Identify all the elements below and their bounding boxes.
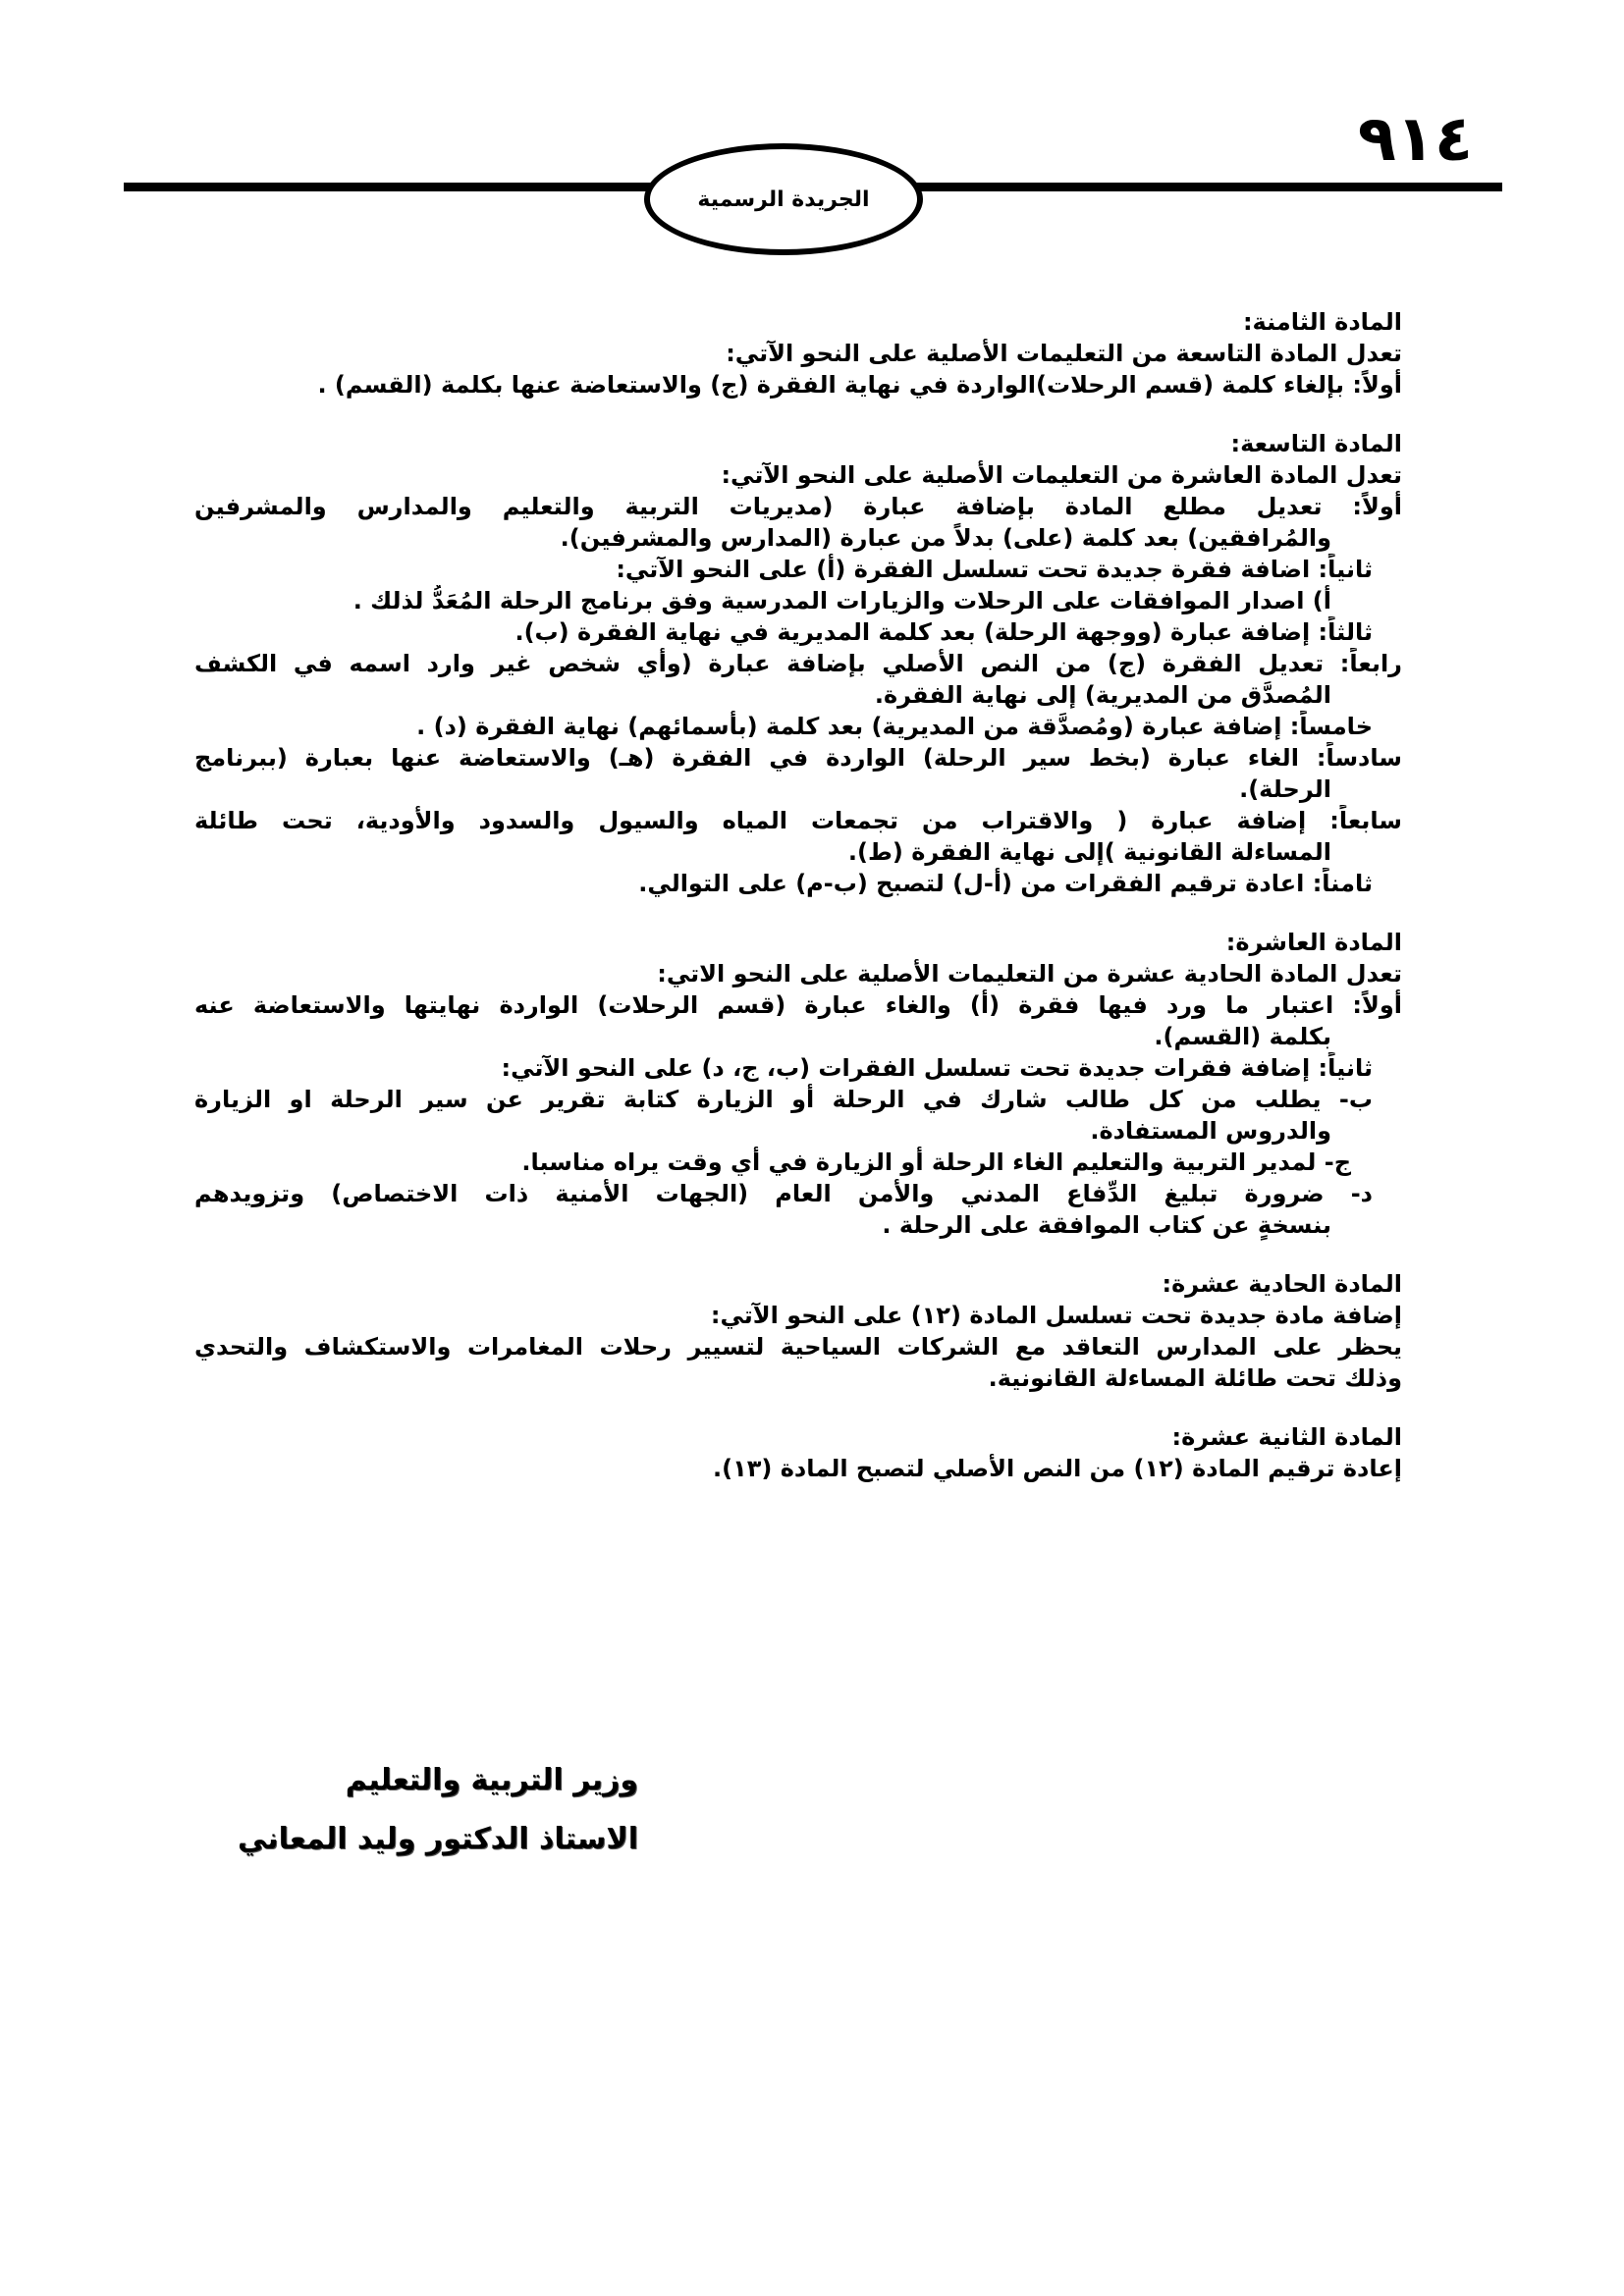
article-line: رابعاً: تعديل الفقرة (ج) من النص الأصلي بإضافة عبارة (وأي شخص غير وارد اسمه في الكشف: [194, 650, 1402, 677]
article-line: يحظر على المدارس التعاقد مع الشركات السياحية لتسيير رحلات المغامرات والاستكشاف والتحدي: [194, 1333, 1402, 1361]
signature-block: [206, 1751, 638, 1869]
article-line: أولاً: تعديل مطلع المادة بإضافة عبارة (مديريات التربية والتعليم والمدارس والمشرفين: [194, 493, 1402, 520]
article-line: ج- لمدير التربية والتعليم الغاء الرحلة أو الزيارة في أي وقت يراه مناسبا.: [521, 1148, 1351, 1176]
gazette-title: الجريدة الرسمية: [697, 187, 870, 212]
article-title: المادة التاسعة:: [1230, 430, 1402, 457]
article-line: أولاً: اعتبار ما ورد فيها فقرة (أ) والغاء عبارة (قسم الرحلات) الواردة نهايتها والاستعاضة عنه: [194, 991, 1402, 1019]
page-number: ٩١٤: [1357, 103, 1473, 176]
article-10: [194, 927, 1402, 1241]
article-line: سادساً: الغاء عبارة (بخط سير الرحلة) الواردة في الفقرة (هـ) والاستعاضة عنها بعبارة (ببرنامج: [194, 744, 1402, 772]
signature-name: الاستاذ الدكتور وليد المعاني: [238, 1822, 638, 1856]
signature-title: وزير التربية والتعليم: [345, 1763, 638, 1797]
article-line: تعدل المادة التاسعة من التعليمات الأصلية على النحو الآتي:: [726, 340, 1402, 367]
article-title: المادة الحادية عشرة:: [1162, 1270, 1402, 1298]
article-12: [194, 1421, 1402, 1484]
article-line: الرحلة).: [1239, 775, 1331, 803]
article-8: [194, 306, 1402, 400]
article-line: سابعاً: إضافة عبارة ( والاقتراب من تجمعات المياه والسيول والسدود والأودية، تحت طائلة: [194, 807, 1402, 834]
article-line: ثانياً: إضافة فقرات جديدة تحت تسلسل الفقرات (ب، ج، د) على النحو الآتي:: [501, 1054, 1373, 1082]
article-9: [194, 428, 1402, 899]
article-line: أولاً: بإلغاء كلمة (قسم الرحلات)الواردة في نهاية الفقرة (ج) والاستعاضة عنها بكلمة (القسم) .: [317, 371, 1402, 399]
article-11: [194, 1268, 1402, 1394]
article-line: تعدل المادة الحادية عشرة من التعليمات الأصلية على النحو الاتي:: [657, 960, 1402, 988]
article-line: خامساً: إضافة عبارة (ومُصدَّقة من المديرية) بعد كلمة (بأسمائهم) نهاية الفقرة (د) .: [416, 713, 1373, 740]
article-line: تعدل المادة العاشرة من التعليمات الأصلية على النحو الآتي:: [721, 461, 1402, 489]
article-line: أ) اصدار الموافقات على الرحلات والزيارات المدرسية وفق برنامج الرحلة المُعَدُّ لذلك .: [352, 587, 1331, 614]
article-line: ثامناً: اعادة ترقيم الفقرات من (أ-ل) لتصبح (ب-م) على التوالي.: [638, 870, 1373, 897]
article-line: والدروس المستفادة.: [1090, 1117, 1331, 1145]
article-line: وذلك تحت طائلة المساءلة القانونية.: [988, 1364, 1402, 1392]
document-body: [194, 306, 1402, 1512]
article-line: إعادة ترقيم المادة (١٢) من النص الأصلي لتصبح المادة (١٣).: [713, 1455, 1402, 1482]
article-line: د- ضرورة تبليغ الدِّفاع المدني والأمن العام (الجهات الأمنية ذات الاختصاص) وتزويدهم: [194, 1180, 1373, 1207]
article-line: والمُرافقين) بعد كلمة (على) بدلاً من عبارة (المدارس والمشرفين).: [560, 524, 1331, 552]
article-line: بنسخةٍ عن كتاب الموافقة على الرحلة .: [882, 1211, 1331, 1239]
article-title: المادة العاشرة:: [1225, 929, 1402, 956]
article-line: المساءلة القانونية )إلى نهاية الفقرة (ط).: [847, 838, 1331, 866]
article-line: ب- يطلب من كل طالب شارك في الرحلة أو الزيارة كتابة تقرير عن سير الرحلة او الزيارة: [194, 1086, 1373, 1113]
article-line: إضافة مادة جديدة تحت تسلسل المادة (١٢) على النحو الآتي:: [710, 1302, 1402, 1329]
gazette-title-badge: [644, 143, 923, 255]
article-line: ثانياً: اضافة فقرة جديدة تحت تسلسل الفقرة (أ) على النحو الآتي:: [616, 556, 1373, 583]
article-line: المُصدَّق من المديرية) إلى نهاية الفقرة.: [874, 681, 1331, 709]
article-line: بكلمة (القسم).: [1154, 1023, 1331, 1050]
article-title: المادة الثانية عشرة:: [1171, 1423, 1402, 1451]
article-line: ثالثاً: إضافة عبارة (ووجهة الرحلة) بعد كلمة المديرية في نهاية الفقرة (ب).: [514, 618, 1373, 646]
article-title: المادة الثامنة:: [1242, 308, 1402, 336]
